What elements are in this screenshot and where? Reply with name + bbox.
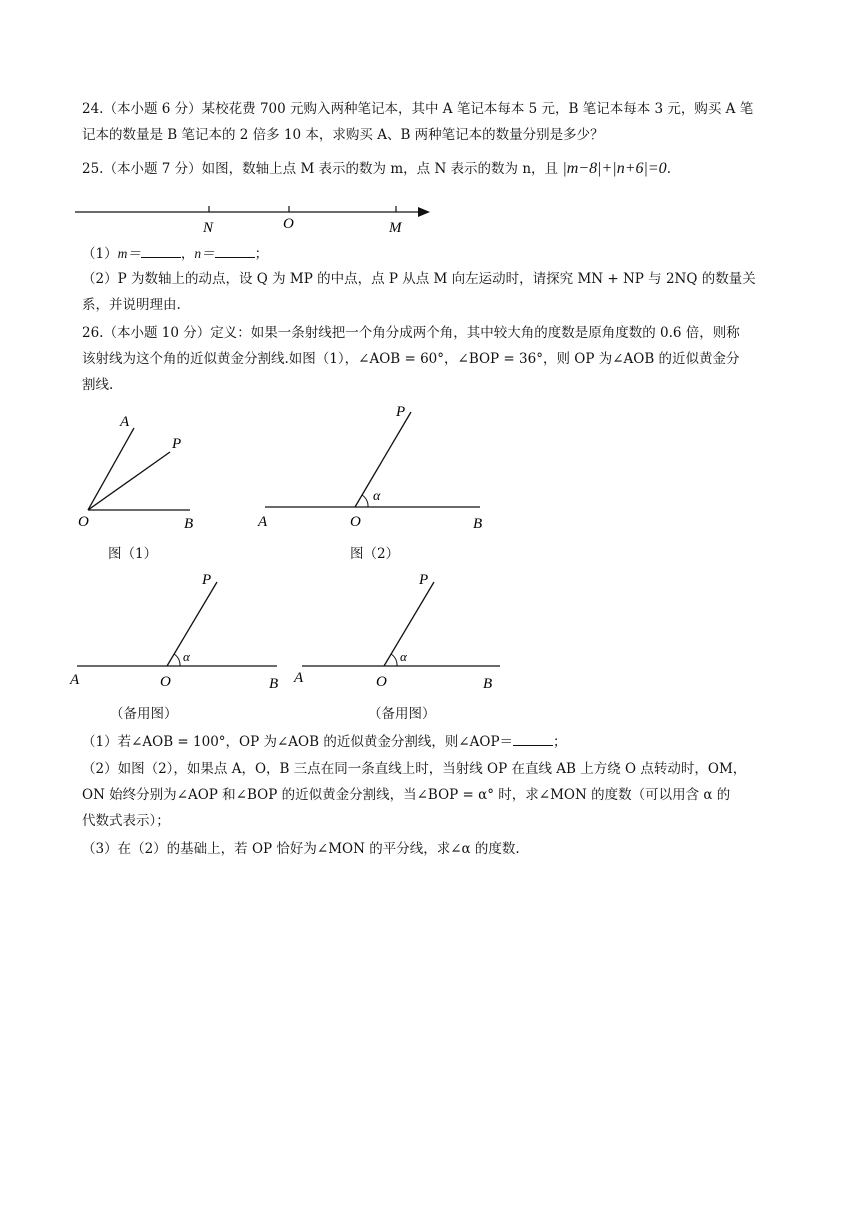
q25-part1-n: n＝	[194, 246, 215, 261]
q26-part2-line-3	[82, 812, 802, 830]
q24-text-2: 记本的数量是 B 笔记本的 2 倍多 10 本，求购买 A、B 两种笔记本的数量分别是多少？	[82, 127, 604, 143]
fig2-label-alpha: α	[373, 489, 381, 504]
figure-1-caption: 图（1）	[108, 546, 158, 562]
spare-figure-1	[65, 568, 290, 693]
answer-blank-m[interactable]	[141, 244, 181, 258]
answer-blank-n[interactable]	[215, 244, 255, 258]
q26-part2-line-2	[82, 786, 802, 804]
angle-alpha-arc	[391, 654, 397, 666]
q24-score: （本小题 6 分）	[103, 101, 202, 117]
ray-OP	[88, 452, 170, 510]
label-O: O	[283, 216, 294, 232]
spare1-label-alpha: α	[183, 649, 190, 664]
spare2-label-P: P	[419, 572, 429, 588]
q26-part3-text: （3）在（2）的基础上，若 OP 恰好为∠MON 的平分线，求∠α 的度数.	[82, 841, 520, 857]
q25-part1-prefix: （1）	[82, 246, 118, 262]
figure-2-caption: 图（2）	[350, 546, 400, 562]
q25-part2-text-2: 系，并说明理由.	[82, 297, 181, 313]
fig2-label-B: B	[473, 516, 483, 532]
number-line-figure	[70, 196, 440, 238]
q24-text-1: 某校花费 700 元购入两种笔记本，其中 A 笔记本每本 5 元，B 笔记本每本 3 元，购买 A 笔	[201, 101, 754, 117]
spare-figure-2	[288, 568, 508, 693]
spare-figure-1-caption: （备用图）	[110, 706, 178, 722]
q25-line-1: 25.（本小题 7 分）如图，数轴上点 M 表示的数为 m，点 N 表示的数为 n，且 |m−8|+|n+6|=0.	[82, 160, 671, 177]
q25-part1	[82, 244, 802, 263]
q26-line-1	[82, 324, 802, 342]
q25-part1-m: m＝	[117, 246, 141, 261]
q26-part1	[82, 732, 802, 751]
ray-OA	[88, 428, 134, 510]
q26-line-2	[82, 350, 802, 368]
spare1-label-P: P	[202, 572, 212, 588]
q25-part2-line-2	[82, 296, 802, 314]
q25-part1-end: ；	[254, 246, 269, 262]
figure-1	[72, 402, 207, 532]
spare2-label-A: A	[294, 670, 304, 686]
fig1-label-A: A	[120, 414, 130, 430]
fig1-label-O: O	[78, 514, 89, 530]
q26-part2-text-1: （2）如图（2），如果点 A，O，B 三点在同一条直线上时，当射线 OP 在直线 AB 上方绕 O 点转动时，OM，	[82, 761, 747, 777]
angle-alpha-arc	[362, 495, 368, 507]
q25-equation: |m−8|+|n+6|=0	[562, 160, 667, 177]
spare1-label-B: B	[269, 676, 279, 692]
q26-text-2: 该射线为这个角的近似黄金分割线.如图（1），∠AOB = 60°，∠BOP = 36°，则 OP 为∠AOB 的近似黄金分	[82, 351, 740, 367]
spare1-label-A: A	[70, 672, 80, 688]
fig2-label-A: A	[258, 514, 268, 530]
spare2-label-B: B	[483, 676, 493, 692]
q24-line-1	[82, 100, 802, 118]
q24-line-2	[82, 126, 802, 144]
q26-text-3: 割线.	[82, 377, 114, 393]
q26-number: 26.	[82, 325, 104, 341]
q26-part1-end: ；	[553, 734, 567, 750]
answer-blank-aop[interactable]	[513, 732, 553, 746]
q26-part2-text-3: 代数式表示）；	[82, 813, 170, 829]
spare1-label-O: O	[160, 674, 171, 690]
q26-part2-text-2: ON 始终分别为∠AOP 和∠BOP 的近似黄金分割线，当∠BOP = α° 时，求∠MON 的度数（可以用含 α 的	[82, 787, 731, 803]
q26-line-3	[82, 376, 802, 394]
ray-OP	[355, 412, 411, 507]
spare2-label-alpha: α	[400, 649, 407, 664]
fig1-label-P: P	[172, 436, 182, 452]
label-M: M	[389, 220, 402, 236]
figure-2	[255, 400, 490, 535]
label-N: N	[203, 220, 214, 236]
q25-score: （本小题 7 分）	[103, 161, 202, 177]
fig2-label-P: P	[396, 404, 406, 420]
q25-part2-line-1	[82, 270, 802, 288]
q25-part1-sep: ，	[180, 246, 195, 262]
angle-alpha-arc	[174, 654, 180, 666]
q24-number: 24.	[82, 101, 104, 117]
q26-part3	[82, 840, 802, 858]
q26-part1-text: （1）若∠AOB = 100°，OP 为∠AOB 的近似黄金分割线，则∠AOP＝	[82, 734, 514, 750]
q26-score: （本小题 10 分）	[103, 325, 211, 341]
ray-OP	[384, 582, 434, 666]
number-line-arrow-icon	[418, 207, 430, 217]
q26-part2-line-1	[82, 760, 802, 778]
q25-intro: 如图，数轴上点 M 表示的数为 m，点 N 表示的数为 n，且	[201, 161, 559, 177]
spare2-label-O: O	[376, 674, 387, 690]
fig2-label-O: O	[350, 514, 361, 530]
fig1-label-B: B	[184, 516, 194, 532]
spare-figure-2-caption: （备用图）	[368, 706, 436, 722]
q26-text-1: 定义：如果一条射线把一个角分成两个角，其中较大角的度数是原角度数的 0.6 倍，则称	[210, 325, 740, 341]
q25-part2-text-1: （2）P 为数轴上的动点，设 Q 为 MP 的中点，点 P 从点 M 向左运动时，请探究 MN + NP 与 2NQ 的数量关	[82, 271, 756, 287]
q25-number: 25.	[82, 161, 104, 177]
ray-OP	[167, 582, 217, 666]
